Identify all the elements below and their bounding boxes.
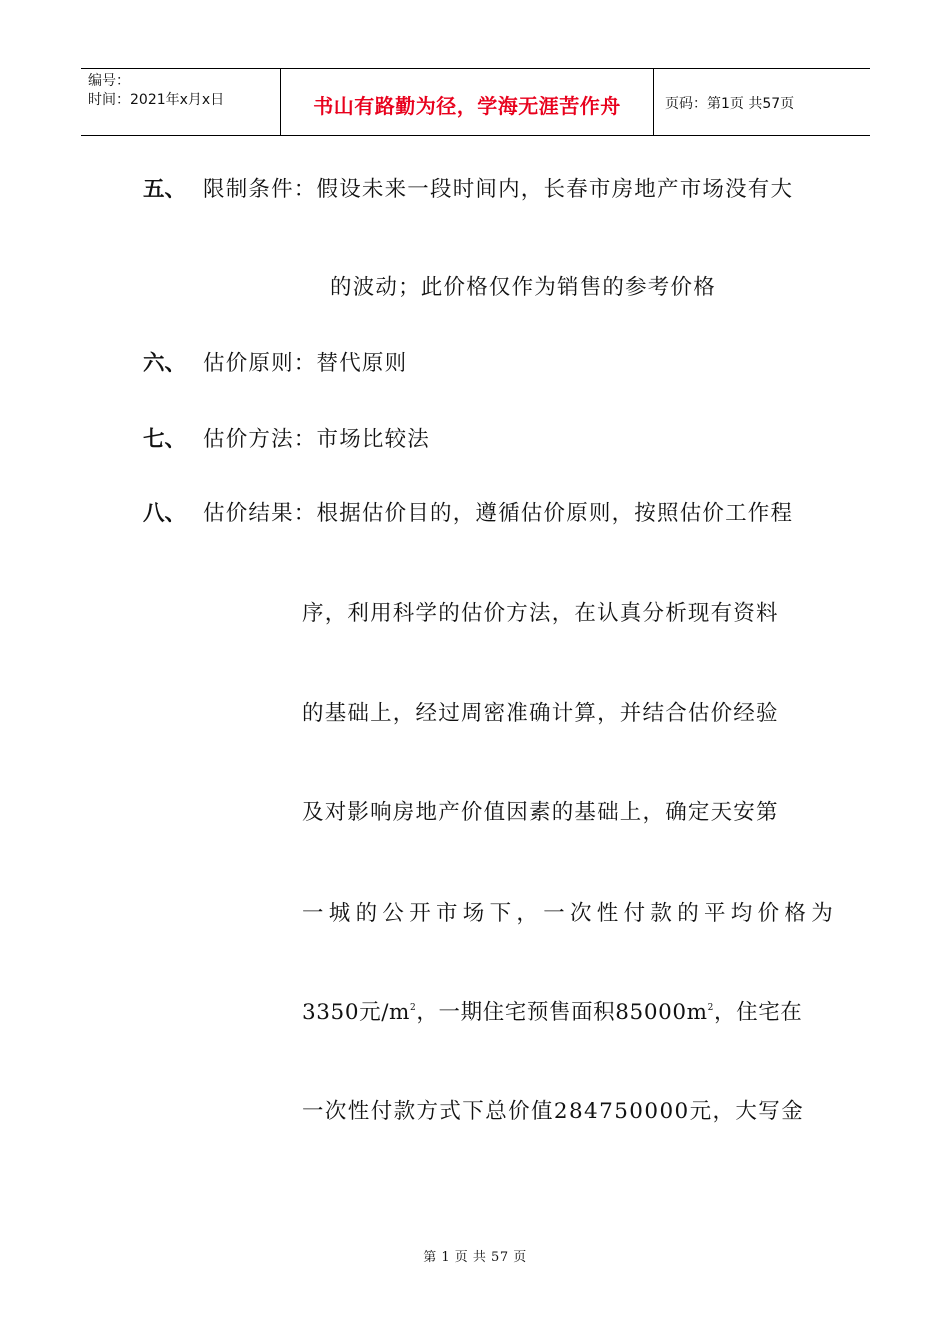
- superscript-2: 2: [410, 1003, 417, 1013]
- section-5-line-1: 限制条件：假设未来一段时间内，长春市房地产市场没有大: [203, 177, 794, 202]
- section-8-line-5: 一城的公开市场下，一次性付款的平均价格为: [302, 901, 839, 926]
- header-page-info-cell: [654, 69, 870, 135]
- page-header: [81, 68, 870, 136]
- document-date: 时间：2021年x月x日: [88, 92, 225, 108]
- presale-area: ，一期住宅预售面积85000m: [416, 1000, 708, 1025]
- header-meta: [81, 69, 281, 135]
- header-page-info: 页码：第1页 共57页: [665, 96, 795, 112]
- section-8-line-1: 估价结果：根据估价目的，遵循估价原则，按照估价工作程: [203, 501, 794, 526]
- section-7-line-1: 估价方法：市场比较法: [203, 427, 431, 452]
- document-code-label: 编号：: [88, 73, 130, 89]
- section-8-line-2: 序，利用科学的估价方法，在认真分析现有资料: [302, 601, 779, 626]
- section-8-line-4: 及对影响房地产价值因素的基础上，确定天安第: [302, 800, 779, 825]
- line-6-tail: ，住宅在: [714, 1000, 803, 1025]
- section-5-line-2: 的波动；此价格仅作为销售的参考价格: [330, 275, 716, 300]
- section-8-line-7: 一次性付款方式下总价值284750000元，大写金: [302, 1099, 805, 1124]
- page-footer: 第 1 页 共 57 页: [423, 1250, 527, 1265]
- header-motto-cell: [281, 69, 654, 135]
- price-per-sqm: 3350元/m: [302, 1000, 411, 1025]
- section-8-line-6: [302, 995, 802, 1026]
- section-6-line-1: 估价原则：替代原则: [203, 351, 408, 376]
- header-motto: 书山有路勤为径，学海无涯苦作舟: [313, 93, 621, 118]
- section-8-number: 八、: [143, 501, 187, 526]
- section-6-number: 六、: [143, 351, 187, 376]
- section-5-number: 五、: [143, 177, 187, 202]
- section-7-number: 七、: [143, 427, 187, 452]
- section-8-line-3: 的基础上，经过周密准确计算，并结合估价经验: [302, 701, 779, 726]
- superscript-2: 2: [707, 1003, 714, 1013]
